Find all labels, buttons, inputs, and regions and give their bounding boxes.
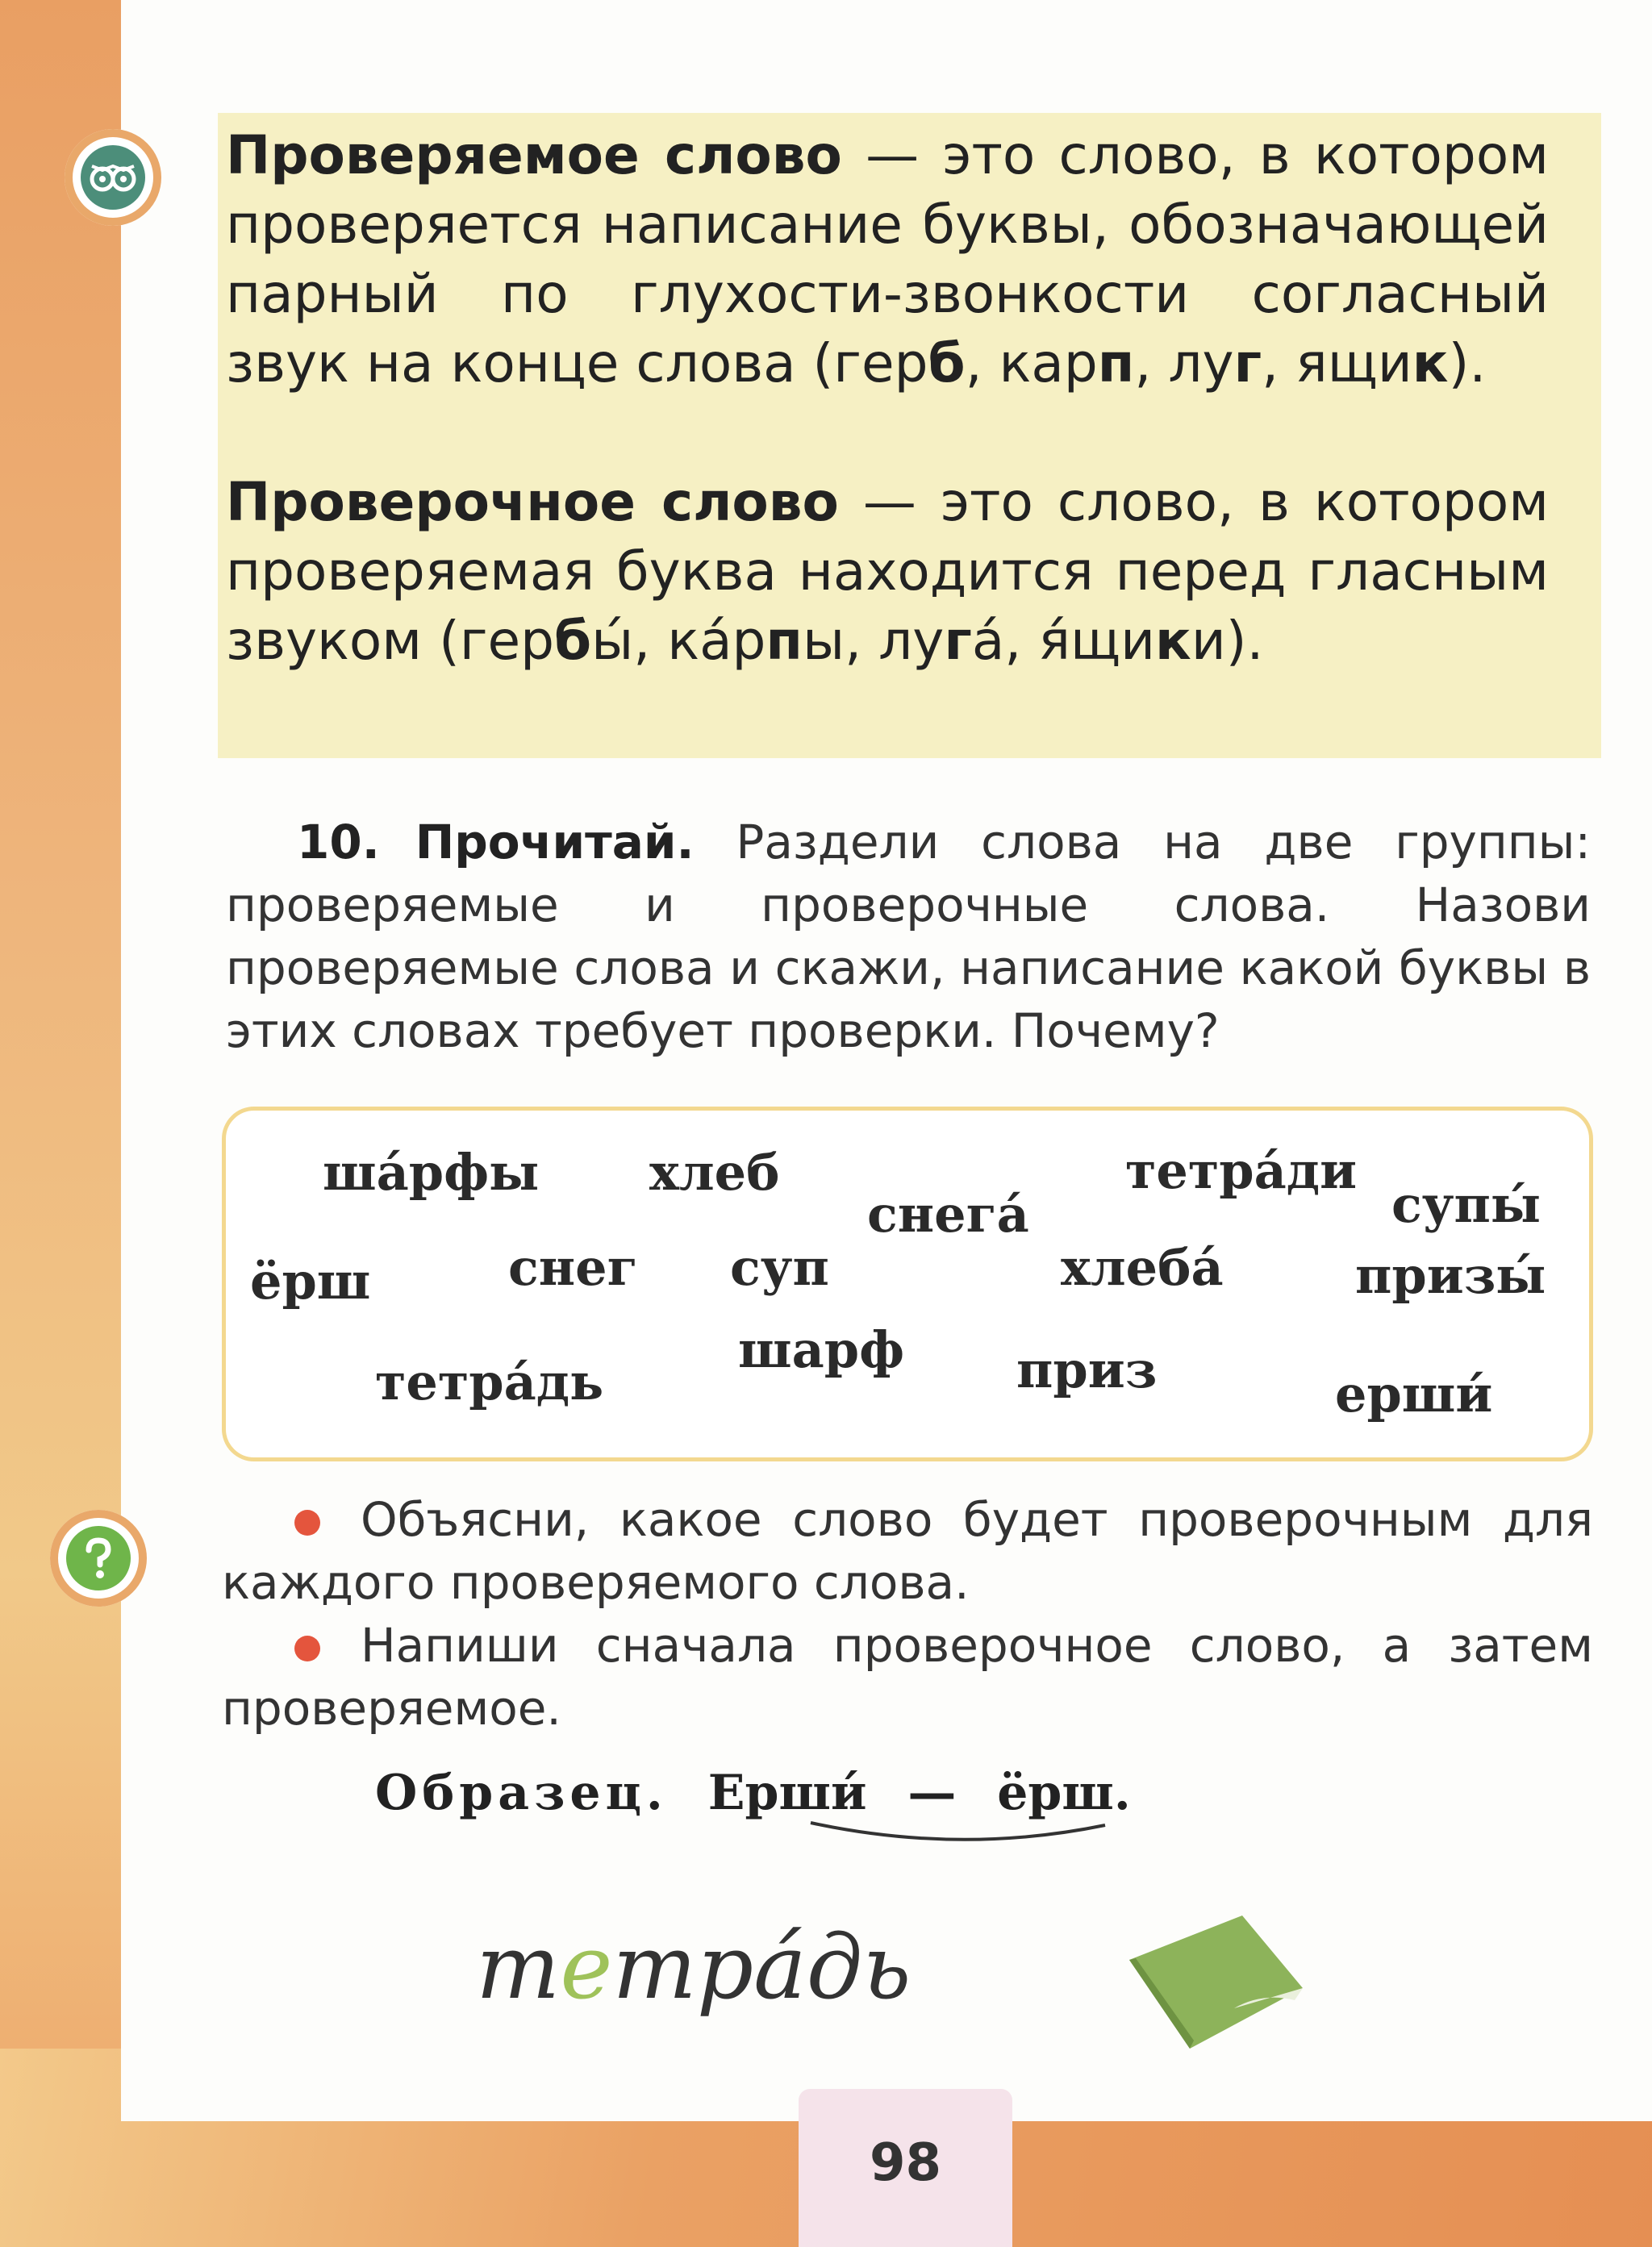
sample-label: Образец. bbox=[375, 1765, 668, 1821]
page-margin-left bbox=[0, 0, 121, 2247]
word: тетра́дь bbox=[375, 1353, 604, 1411]
cursive-word: тетра́дь bbox=[476, 1916, 912, 2019]
word: снег bbox=[508, 1238, 638, 1297]
example-word: ящик bbox=[1295, 332, 1449, 394]
checked-word-examples: герб, карп, луг, ящик bbox=[833, 332, 1449, 394]
exercise-text: Раздели слова на две группы: проверяемые и проверочные слова. Назови проверяемые слова и скажи, написание какой буквы в этих словах требует проверки. Почему? bbox=[226, 815, 1592, 1058]
page-number-tab bbox=[799, 2089, 1012, 2247]
word: ёрш bbox=[250, 1252, 371, 1311]
word: шарф bbox=[738, 1320, 905, 1379]
example-word: луга́ bbox=[878, 610, 1005, 672]
example-word: я́щики bbox=[1038, 610, 1226, 672]
checking-word-examples: гербы́, ка́рпы, луга́, я́щики bbox=[459, 610, 1226, 672]
sample-dash: — bbox=[907, 1765, 957, 1821]
word: супы́ bbox=[1391, 1175, 1541, 1234]
bullet-item: Объясни, какое слово будет проверочным для каждого проверяемого слова. bbox=[222, 1492, 1593, 1610]
example-word: ка́рпы bbox=[667, 610, 845, 672]
exercise-10-instructions bbox=[226, 811, 1591, 1062]
bullet-dot-icon bbox=[294, 1510, 320, 1536]
sample-word-2: ёрш. bbox=[997, 1765, 1131, 1821]
word: снега́ bbox=[867, 1185, 1029, 1244]
exercise-number: 10. bbox=[297, 815, 380, 869]
bullet-item: Напиши сначала проверочное слово, а затем проверяемое. bbox=[222, 1618, 1593, 1736]
word: ша́рфы bbox=[323, 1143, 540, 1202]
word: тетра́ди bbox=[1125, 1141, 1358, 1200]
word-box bbox=[222, 1107, 1593, 1461]
word: приз bbox=[1016, 1340, 1158, 1399]
word: суп bbox=[730, 1238, 829, 1297]
question-icon bbox=[50, 1510, 147, 1607]
page-number: 98 bbox=[869, 2133, 942, 2193]
word: хлеб bbox=[649, 1143, 780, 1202]
exercise-verb: Прочитай. bbox=[415, 815, 695, 869]
word: хлеба́ bbox=[1061, 1238, 1224, 1297]
bullet-dot-icon bbox=[294, 1636, 320, 1661]
sample-word-1: Ерши́ bbox=[707, 1765, 867, 1821]
rule-checking-word: Проверочное слово — это слово, в котором проверяемая буква находится перед гласным звуком (гербы́, ка́рпы, луга́, я́щики). bbox=[226, 471, 1549, 672]
owl-icon bbox=[65, 129, 161, 226]
example-word: гербы́ bbox=[459, 610, 634, 672]
bullet-list bbox=[222, 1488, 1593, 1740]
example-word: карп bbox=[999, 332, 1135, 394]
example-word: луг bbox=[1168, 332, 1262, 394]
notebook-icon bbox=[1121, 1911, 1315, 2057]
sample-underline-arc bbox=[807, 1819, 1113, 1851]
word: ерши́ bbox=[1335, 1365, 1493, 1424]
word: призы́ bbox=[1355, 1246, 1546, 1305]
example-word: герб bbox=[833, 332, 966, 394]
sample-line bbox=[375, 1765, 1131, 1821]
rule-checked-word: Проверяемое слово — это слово, в котором проверяется написание буквы, обозначающей парный по глухости-звонкости согласный звук на конце слова (герб, карп, луг, ящик). bbox=[226, 124, 1549, 394]
